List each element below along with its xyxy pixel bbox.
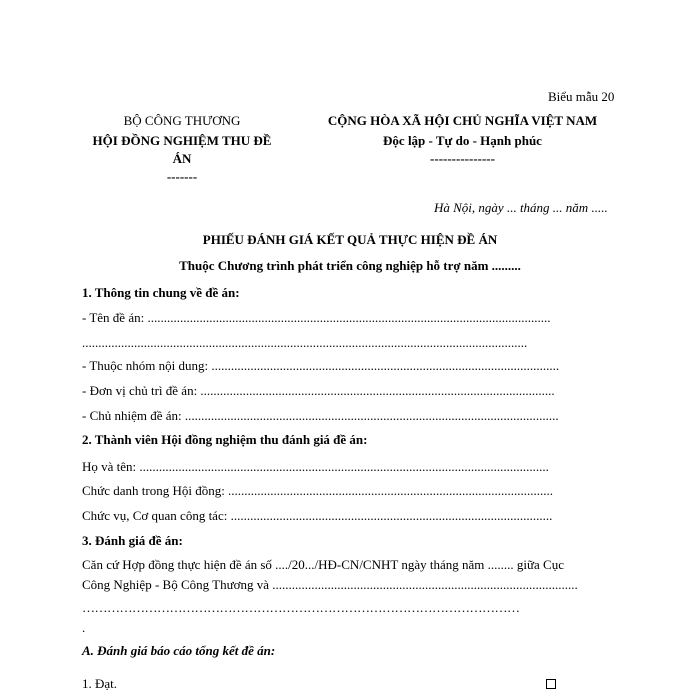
form-number: Biểu mẫu 20 (548, 89, 615, 104)
national-motto: Độc lập - Tự do - Hạnh phúc (383, 133, 542, 148)
option-pass-checkbox[interactable] (546, 679, 556, 689)
sectionA-heading: A. Đánh giá báo cáo tổng kết đề án: (82, 643, 276, 658)
place-date: Hà Nội, ngày ... tháng ... năm ..... (434, 200, 608, 215)
lead-unit-field: - Đơn vị chủ trì đề án: ............................................................................................................. (82, 383, 555, 398)
project-name-field: - Tên đề án: ............................................................................................................................ (82, 310, 551, 325)
assessment-dot-end: . (82, 620, 86, 635)
left-separator: ------- (166, 169, 198, 184)
option-pass-label: 1. Đạt. (82, 676, 118, 691)
right-separator: --------------- (430, 151, 495, 166)
council-name-line1: HỘI ĐỒNG NGHIỆM THU ĐỀ (92, 133, 272, 148)
assessment-dotted-line: …………………………………………………………………………………………… (82, 600, 520, 615)
position-agency-field: Chức vụ, Cơ quan công tác: ................................................................................................... (82, 508, 553, 523)
section2-heading: 2. Thành viên Hội đồng nghiệm thu đánh giá đề án: (82, 432, 368, 447)
document-subtitle: Thuộc Chương trình phát triển công nghiệp hỗ trợ năm ......... (179, 258, 521, 273)
fullname-field: Họ và tên: .............................................................................................................................. (82, 459, 549, 474)
contract-basis-line2: Công Nghiệp - Bộ Công Thương và .............................................................................................. (82, 577, 578, 592)
project-lead-field: - Chủ nhiệm đề án: ................................................................................................................... (82, 408, 559, 423)
council-title-field: Chức danh trong Hội đồng: .................................................................................................... (82, 483, 554, 498)
section3-heading: 3. Đánh giá đề án: (82, 533, 183, 548)
contract-basis-line1: Căn cứ Hợp đồng thực hiện đề án số ..../20.../HĐ-CN/CNHT ngày tháng năm ........ giữa Cục (82, 557, 564, 572)
project-name-field-continued: ......................................................................................................................................... (82, 335, 528, 350)
country-name: CỘNG HÒA XÃ HỘI CHỦ NGHĨA VIỆT NAM (327, 113, 598, 128)
ministry-name: BỘ CÔNG THƯƠNG (123, 113, 241, 128)
content-group-field: - Thuộc nhóm nội dung: ........................................................................................................... (82, 358, 560, 373)
council-name-line2: ÁN (172, 151, 192, 166)
document-title: PHIẾU ĐÁNH GIÁ KẾT QUẢ THỰC HIỆN ĐỀ ÁN (202, 232, 498, 247)
section1-heading: 1. Thông tin chung về đề án: (82, 285, 240, 300)
